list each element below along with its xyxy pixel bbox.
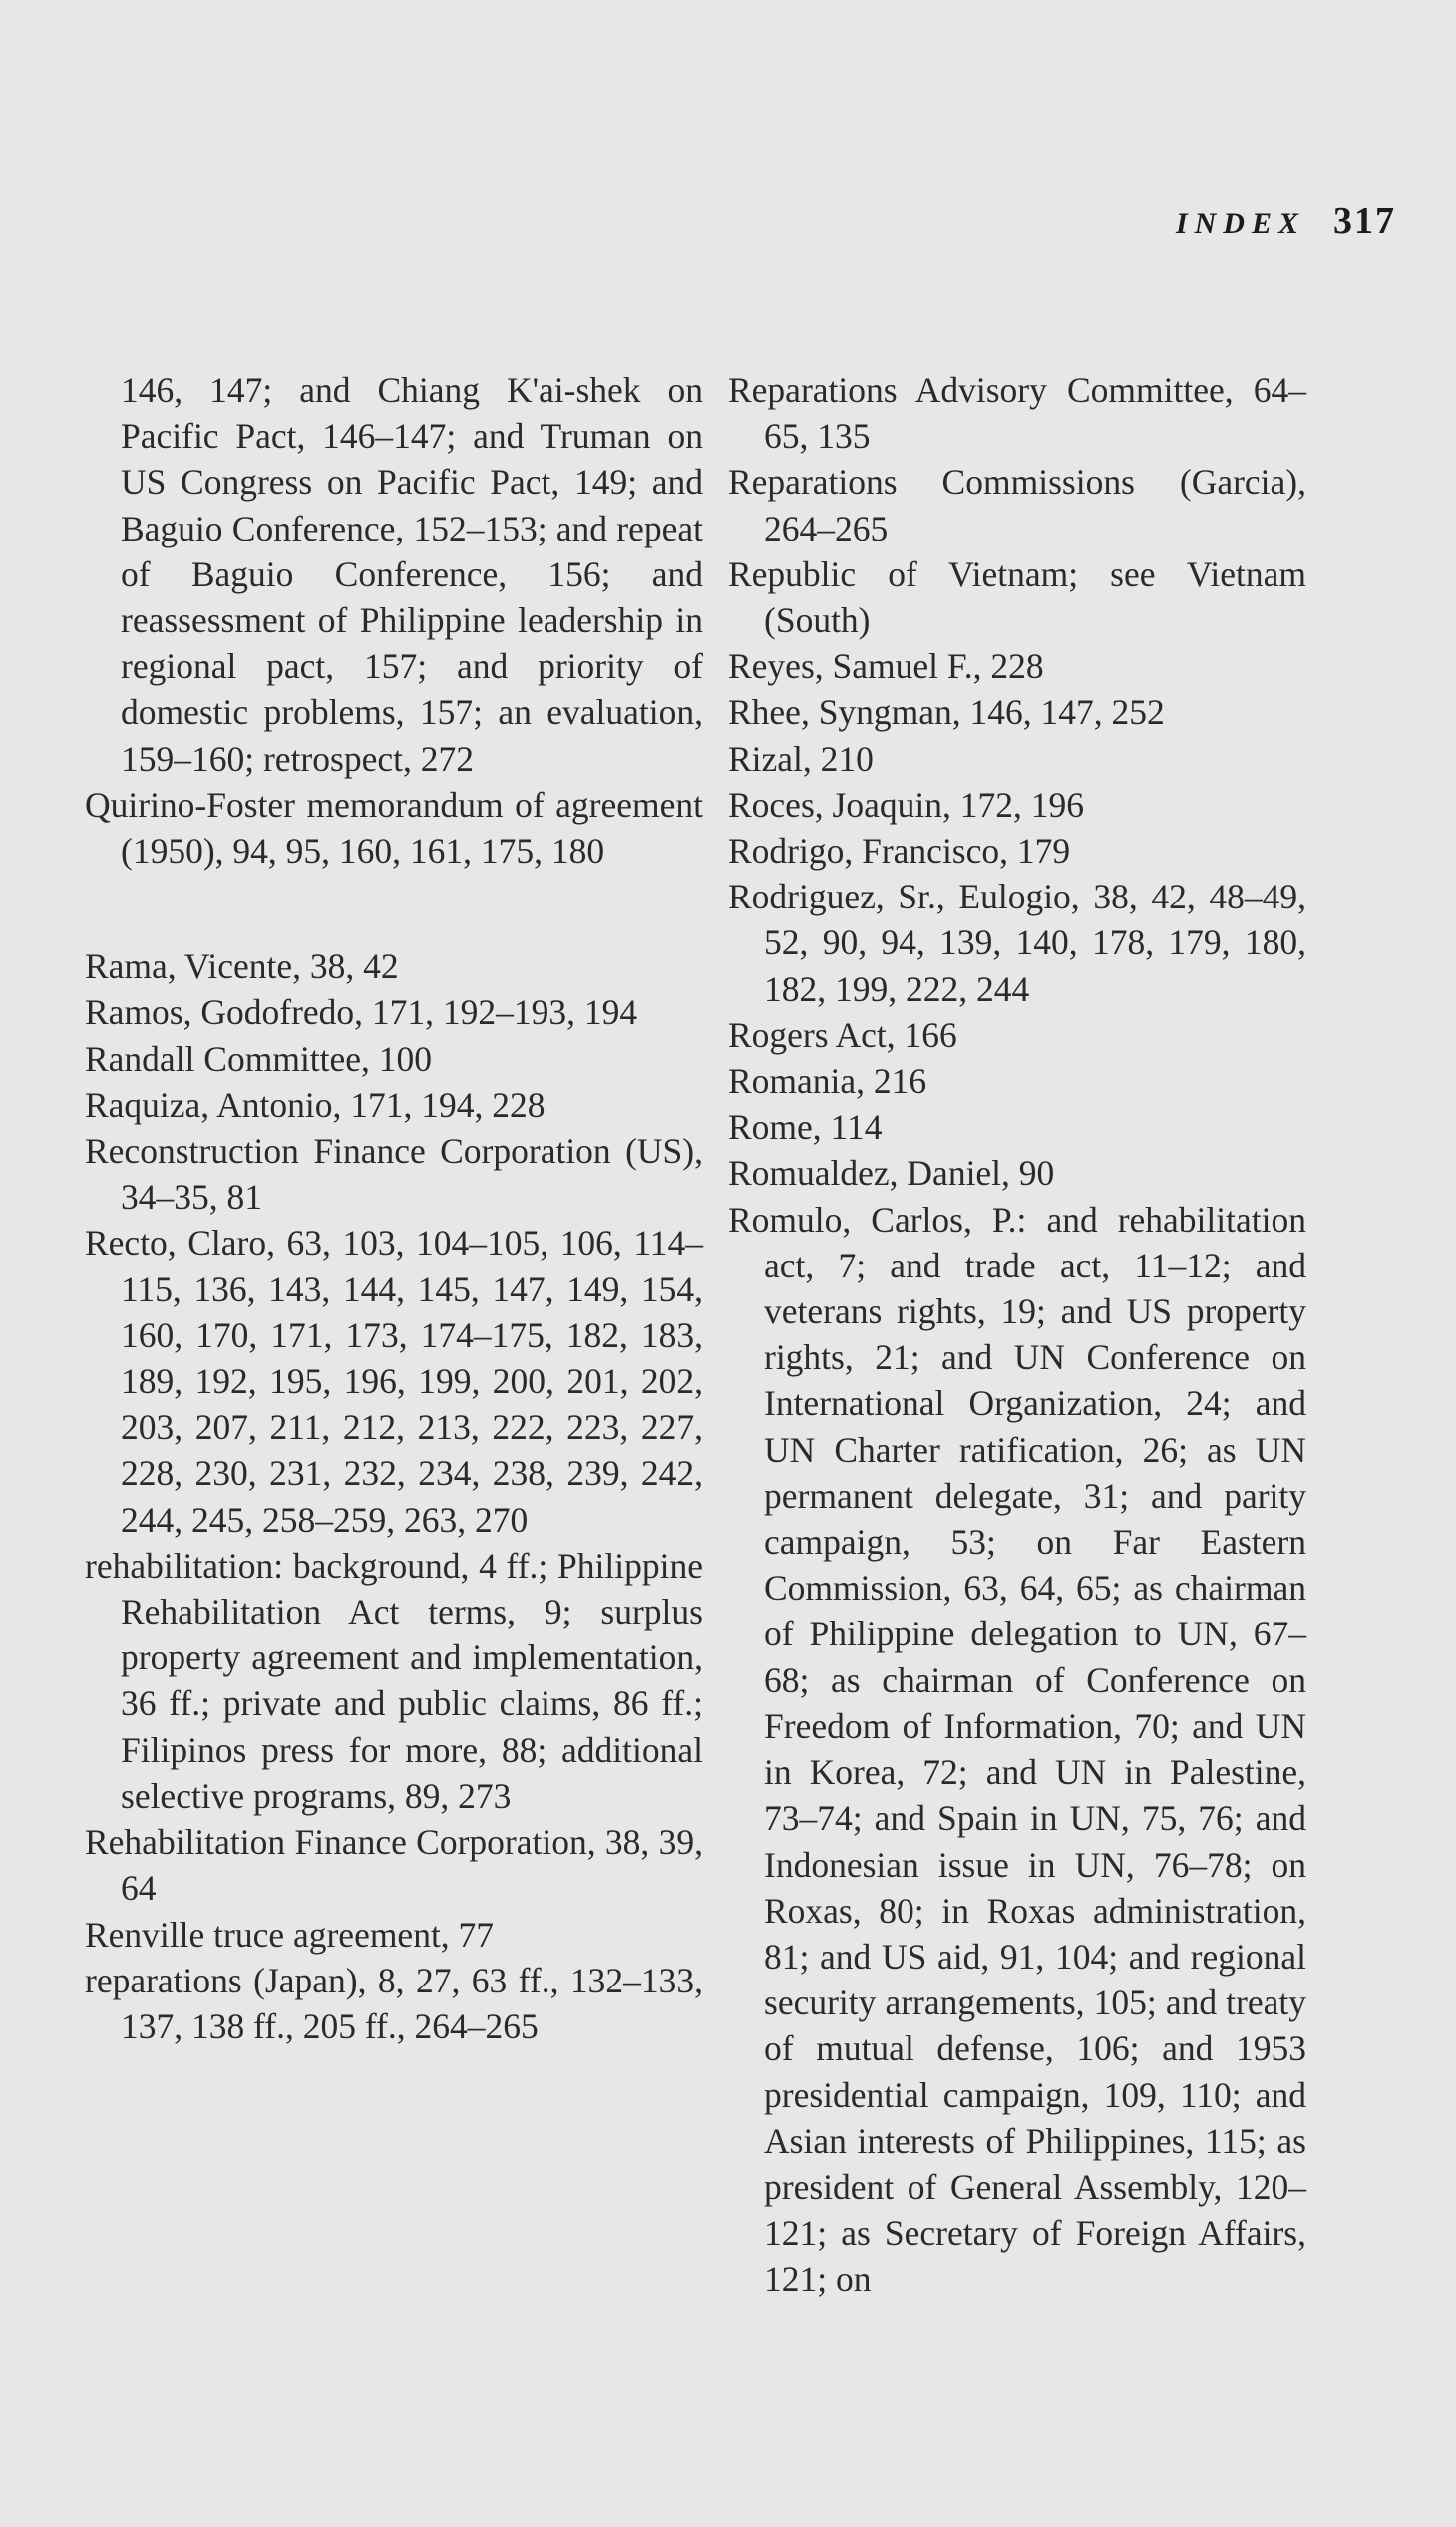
index-entry: Quirino-Foster memorandum of agreement (1950), 94, 95, 160, 161, 175, 180 <box>85 784 703 872</box>
index-entry: Rogers Act, 166 <box>728 1014 957 1055</box>
index-entry: Reparations Commissions (Garcia), 264–265 <box>728 462 1306 548</box>
index-entry: Renville truce agreement, 77 <box>85 1914 495 1955</box>
index-entry: Republic of Vietnam; see Vietnam (South) <box>728 553 1306 641</box>
index-entry: Recto, Claro, 63, 103, 104–105, 106, 114–115, 136, 143, 144, 145, 147, 149, 154, 160, 170, 171, 173, 174–175, 182, 183, 189, 192, 195, 196, 199, 200, 201, 202, 203, 207, 211, 212, 213, 222, 223, 227, 228, 230, 231, 232, 234, 238, 239, 242, 244, 245, 258–259, 263, 270 <box>85 1223 703 1540</box>
index-entry: Ramos, Godofredo, 171, 192–193, 194 <box>85 992 638 1033</box>
right-column <box>728 367 1306 2303</box>
index-entry-continued: 146, 147; and Chiang K'ai-shek on Pacific Pact, 146–147; and Truman on US Congress on Pacific Pact, 149; and Baguio Conference, 152–153; and repeat of Baguio Conference, 156; and reassessment of Philippine leadership in regional pact, 157; and priority of domestic problems, 157; an evaluation, 159–160; retrospect, 272 <box>121 370 703 779</box>
index-entry: Rizal, 210 <box>728 738 874 779</box>
index-entry: Romulo, Carlos, P.: and rehabilitation act, 7; and trade act, 11–12; and veterans rights, 19; and US property rights, 21; and UN Conference on International Organization, 24; and UN Charter ratification, 26; as UN permanent delegate, 31; and parity campaign, 53; on Far Eastern Commission, 63, 64, 65; as chairman of Philippine delegation to UN, 67–68; as chairman of Conference on Freedom of Information, 70; and UN in Korea, 72; and UN in Palestine, 73–74; and Spain in UN, 75, 76; and Indonesian issue in UN, 76–78; on Roxas, 80; in Roxas administration, 81; and US aid, 91, 104; and regional security arrangements, 105; and treaty of mutual defense, 106; and 1953 presidential campaign, 109, 110; and Asian interests of Philippines, 115; as president of General Assembly, 120–121; as Secretary of Foreign Affairs, 121; on <box>728 1199 1306 2300</box>
index-entry: Rhee, Syngman, 146, 147, 252 <box>728 692 1165 733</box>
index-entry: Rehabilitation Finance Corporation, 38, 39, 64 <box>85 1822 703 1909</box>
index-entry: Reyes, Samuel F., 228 <box>728 646 1044 687</box>
index-entry: Rome, 114 <box>728 1107 883 1148</box>
letter-section-gap <box>85 874 703 943</box>
running-head-label: INDEX <box>1175 207 1305 240</box>
index-entry: Raquiza, Antonio, 171, 194, 228 <box>85 1084 546 1125</box>
index-entry: Roces, Joaquin, 172, 196 <box>728 784 1084 825</box>
index-entry: Romualdez, Daniel, 90 <box>728 1153 1055 1194</box>
index-entry: Rodriguez, Sr., Eulogio, 38, 42, 48–49, 52, 90, 94, 139, 140, 178, 179, 180, 182, 199, 222, 244 <box>728 877 1306 1009</box>
index-entry: Rama, Vicente, 38, 42 <box>85 946 399 987</box>
index-entry: Rodrigo, Francisco, 179 <box>728 831 1071 872</box>
index-entry: Randall Committee, 100 <box>85 1038 433 1079</box>
index-entry: Reparations Advisory Committee, 64–65, 135 <box>728 370 1306 457</box>
index-entry: Romania, 216 <box>728 1061 927 1102</box>
index-entry: reparations (Japan), 8, 27, 63 ff., 132–133, 137, 138 ff., 205 ff., 264–265 <box>85 1960 703 2046</box>
index-entry: Reconstruction Finance Corporation (US), 34–35, 81 <box>85 1131 703 1218</box>
running-head <box>1176 199 1396 243</box>
left-column <box>85 367 703 2049</box>
index-entry: rehabilitation: background, 4 ff.; Philippine Rehabilitation Act terms, 9; surplus property agreement and implementation, 36 ff.; private and public claims, 86 ff.; Filipinos press for more, 88; additional selective programs, 89, 273 <box>85 1545 703 1816</box>
page-number: 317 <box>1333 200 1396 242</box>
